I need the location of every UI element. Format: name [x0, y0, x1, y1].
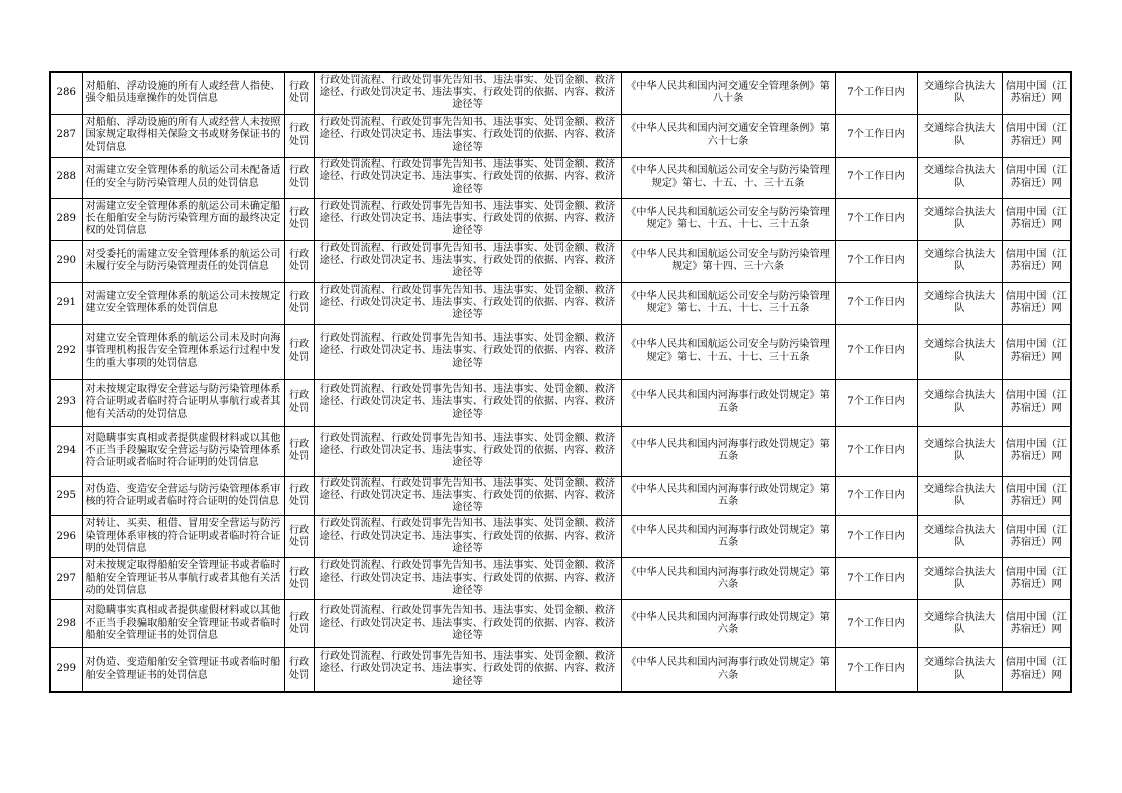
- disclosure-content: 行政处罚流程、行政处罚事先告知书、违法事实、处罚金额、救济途径、行政处罚决定书、违法事实、行政处罚的依据、内容、救济途径等: [314, 72, 621, 114]
- item-name: 对受委托的需建立安全管理体系的航运公司未履行安全与防污染管理责任的处罚信息: [82, 240, 284, 282]
- disclosure-channel: 信用中国（江苏宿迁）网: [1002, 114, 1071, 157]
- disclosure-channel: 信用中国（江苏宿迁）网: [1002, 600, 1071, 648]
- disclosure-content: 行政处罚流程、行政处罚事先告知书、违法事实、处罚金额、救济途径、行政处罚决定书、违法事实、行政处罚的依据、内容、救济途径等: [314, 282, 621, 324]
- row-number: 298: [50, 600, 82, 648]
- responsible-department: 交通综合执法大队: [917, 516, 1002, 558]
- disclosure-content: 行政处罚流程、行政处罚事先告知书、违法事实、处罚金额、救济途径、行政处罚决定书、违法事实、行政处罚的依据、内容、救济途径等: [314, 240, 621, 282]
- legal-basis: 《中华人民共和国内河海事行政处罚规定》第五条: [621, 379, 835, 426]
- legal-basis: 《中华人民共和国航运公司安全与防污染管理规定》第七、十五、十七、三十五条: [621, 324, 835, 379]
- row-number: 297: [50, 558, 82, 600]
- row-number: 291: [50, 282, 82, 324]
- disclosure-content: 行政处罚流程、行政处罚事先告知书、违法事实、处罚金额、救济途径、行政处罚决定书、违法事实、行政处罚的依据、内容、救济途径等: [314, 648, 621, 692]
- disclosure-content: 行政处罚流程、行政处罚事先告知书、违法事实、处罚金额、救济途径、行政处罚决定书、违法事实、行政处罚的依据、内容、救济途径等: [314, 558, 621, 600]
- penalty-type: 行政处罚: [284, 72, 314, 114]
- responsible-department: 交通综合执法大队: [917, 600, 1002, 648]
- penalty-type: 行政处罚: [284, 600, 314, 648]
- row-number: 286: [50, 72, 82, 114]
- row-number: 293: [50, 379, 82, 426]
- disclosure-time-limit: 7个工作日内: [835, 157, 917, 198]
- item-name: 对船舶、浮动设施的所有人或经营人未按照国家规定取得相关保险文书或财务保证书的处罚信息: [82, 114, 284, 157]
- responsible-department: 交通综合执法大队: [917, 198, 1002, 240]
- responsible-department: 交通综合执法大队: [917, 648, 1002, 692]
- legal-basis: 《中华人民共和国内河海事行政处罚规定》第六条: [621, 558, 835, 600]
- legal-basis: 《中华人民共和国内河海事行政处罚规定》第五条: [621, 426, 835, 476]
- disclosure-content: 行政处罚流程、行政处罚事先告知书、违法事实、处罚金额、救济途径、行政处罚决定书、违法事实、行政处罚的依据、内容、救济途径等: [314, 324, 621, 379]
- table-row: [50, 72, 1071, 114]
- row-number: 287: [50, 114, 82, 157]
- row-number: 289: [50, 198, 82, 240]
- penalty-type: 行政处罚: [284, 426, 314, 476]
- disclosure-channel: 信用中国（江苏宿迁）网: [1002, 516, 1071, 558]
- item-name: 对转让、买卖、租借、冒用安全营运与防污染管理体系审核的符合证明或者临时符合证明的处罚信息: [82, 516, 284, 558]
- table-row: [50, 379, 1071, 426]
- responsible-department: 交通综合执法大队: [917, 72, 1002, 114]
- disclosure-time-limit: 7个工作日内: [835, 198, 917, 240]
- item-name: 对船舶、浮动设施的所有人或经营人指使、强令船员违章操作的处罚信息: [82, 72, 284, 114]
- table-row: [50, 426, 1071, 476]
- disclosure-time-limit: 7个工作日内: [835, 282, 917, 324]
- item-name: 对需建立安全管理体系的航运公司未配备适任的安全与防污染管理人员的处罚信息: [82, 157, 284, 198]
- row-number: 296: [50, 516, 82, 558]
- disclosure-channel: 信用中国（江苏宿迁）网: [1002, 324, 1071, 379]
- penalty-type: 行政处罚: [284, 198, 314, 240]
- table-row: [50, 114, 1071, 157]
- table-body: [50, 72, 1071, 692]
- legal-basis: 《中华人民共和国航运公司安全与防污染管理规定》第七、十五、十七、三十五条: [621, 282, 835, 324]
- row-number: 290: [50, 240, 82, 282]
- disclosure-time-limit: 7个工作日内: [835, 600, 917, 648]
- item-name: 对需建立安全管理体系的航运公司未按规定建立安全管理体系的处罚信息: [82, 282, 284, 324]
- legal-basis: 《中华人民共和国航运公司安全与防污染管理规定》第七、十五、十、三十五条: [621, 157, 835, 198]
- responsible-department: 交通综合执法大队: [917, 379, 1002, 426]
- disclosure-channel: 信用中国（江苏宿迁）网: [1002, 240, 1071, 282]
- disclosure-channel: 信用中国（江苏宿迁）网: [1002, 157, 1071, 198]
- item-name: 对伪造、变造安全营运与防污染管理体系审核的符合证明或者临时符合证明的处罚信息: [82, 476, 284, 516]
- legal-basis: 《中华人民共和国内河海事行政处罚规定》第五条: [621, 476, 835, 516]
- disclosure-channel: 信用中国（江苏宿迁）网: [1002, 558, 1071, 600]
- item-name: 对伪造、变造船舶安全管理证书或者临时船舶安全管理证书的处罚信息: [82, 648, 284, 692]
- disclosure-channel: 信用中国（江苏宿迁）网: [1002, 379, 1071, 426]
- disclosure-content: 行政处罚流程、行政处罚事先告知书、违法事实、处罚金额、救济途径、行政处罚决定书、违法事实、行政处罚的依据、内容、救济途径等: [314, 379, 621, 426]
- disclosure-time-limit: 7个工作日内: [835, 558, 917, 600]
- responsible-department: 交通综合执法大队: [917, 240, 1002, 282]
- penalty-type: 行政处罚: [284, 558, 314, 600]
- table-row: [50, 648, 1071, 692]
- disclosure-channel: 信用中国（江苏宿迁）网: [1002, 282, 1071, 324]
- disclosure-content: 行政处罚流程、行政处罚事先告知书、违法事实、处罚金额、救济途径、行政处罚决定书、违法事实、行政处罚的依据、内容、救济途径等: [314, 157, 621, 198]
- table-row: [50, 198, 1071, 240]
- responsible-department: 交通综合执法大队: [917, 324, 1002, 379]
- penalty-type: 行政处罚: [284, 648, 314, 692]
- responsible-department: 交通综合执法大队: [917, 426, 1002, 476]
- penalty-type: 行政处罚: [284, 324, 314, 379]
- penalty-type: 行政处罚: [284, 157, 314, 198]
- responsible-department: 交通综合执法大队: [917, 476, 1002, 516]
- responsible-department: 交通综合执法大队: [917, 558, 1002, 600]
- disclosure-channel: 信用中国（江苏宿迁）网: [1002, 72, 1071, 114]
- disclosure-content: 行政处罚流程、行政处罚事先告知书、违法事实、处罚金额、救济途径、行政处罚决定书、违法事实、行政处罚的依据、内容、救济途径等: [314, 600, 621, 648]
- item-name: 对隐瞒事实真相或者提供虚假材料或以其他不正当手段骗取安全营运与防污染管理体系符合证明或者临时符合证明的处罚信息: [82, 426, 284, 476]
- disclosure-time-limit: 7个工作日内: [835, 114, 917, 157]
- table-row: [50, 476, 1071, 516]
- item-name: 对未按规定取得船舶安全管理证书或者临时船舶安全管理证书从事航行或者其他有关活动的处罚信息: [82, 558, 284, 600]
- disclosure-content: 行政处罚流程、行政处罚事先告知书、违法事实、处罚金额、救济途径、行政处罚决定书、违法事实、行政处罚的依据、内容、救济途径等: [314, 516, 621, 558]
- table-row: [50, 516, 1071, 558]
- legal-basis: 《中华人民共和国航运公司安全与防污染管理规定》第七、十五、十七、三十五条: [621, 198, 835, 240]
- penalty-type: 行政处罚: [284, 282, 314, 324]
- disclosure-time-limit: 7个工作日内: [835, 324, 917, 379]
- row-number: 299: [50, 648, 82, 692]
- item-name: 对未按规定取得安全营运与防污染管理体系符合证明或者临时符合证明从事航行或者其他有关活动的处罚信息: [82, 379, 284, 426]
- row-number: 292: [50, 324, 82, 379]
- table-row: [50, 324, 1071, 379]
- table-row: [50, 240, 1071, 282]
- row-number: 288: [50, 157, 82, 198]
- legal-basis: 《中华人民共和国内河交通安全管理条例》第八十条: [621, 72, 835, 114]
- responsible-department: 交通综合执法大队: [917, 114, 1002, 157]
- disclosure-channel: 信用中国（江苏宿迁）网: [1002, 426, 1071, 476]
- legal-basis: 《中华人民共和国内河海事行政处罚规定》第六条: [621, 648, 835, 692]
- disclosure-table: [49, 71, 1072, 693]
- disclosure-time-limit: 7个工作日内: [835, 379, 917, 426]
- disclosure-time-limit: 7个工作日内: [835, 240, 917, 282]
- table-row: [50, 600, 1071, 648]
- disclosure-time-limit: 7个工作日内: [835, 648, 917, 692]
- table-row: [50, 282, 1071, 324]
- disclosure-time-limit: 7个工作日内: [835, 516, 917, 558]
- disclosure-channel: 信用中国（江苏宿迁）网: [1002, 198, 1071, 240]
- penalty-type: 行政处罚: [284, 476, 314, 516]
- item-name: 对需建立安全管理体系的航运公司未确定船长在船舶安全与防污染管理方面的最终决定权的处罚信息: [82, 198, 284, 240]
- disclosure-content: 行政处罚流程、行政处罚事先告知书、违法事实、处罚金额、救济途径、行政处罚决定书、违法事实、行政处罚的依据、内容、救济途径等: [314, 114, 621, 157]
- disclosure-time-limit: 7个工作日内: [835, 476, 917, 516]
- row-number: 295: [50, 476, 82, 516]
- item-name: 对建立安全管理体系的航运公司未及时向海事管理机构报告安全管理体系运行过程中发生的重大事项的处罚信息: [82, 324, 284, 379]
- disclosure-content: 行政处罚流程、行政处罚事先告知书、违法事实、处罚金额、救济途径、行政处罚决定书、违法事实、行政处罚的依据、内容、救济途径等: [314, 476, 621, 516]
- legal-basis: 《中华人民共和国内河海事行政处罚规定》第五条: [621, 516, 835, 558]
- disclosure-time-limit: 7个工作日内: [835, 72, 917, 114]
- disclosure-time-limit: 7个工作日内: [835, 426, 917, 476]
- disclosure-channel: 信用中国（江苏宿迁）网: [1002, 648, 1071, 692]
- penalty-type: 行政处罚: [284, 240, 314, 282]
- responsible-department: 交通综合执法大队: [917, 282, 1002, 324]
- penalty-type: 行政处罚: [284, 114, 314, 157]
- disclosure-content: 行政处罚流程、行政处罚事先告知书、违法事实、处罚金额、救济途径、行政处罚决定书、违法事实、行政处罚的依据、内容、救济途径等: [314, 426, 621, 476]
- responsible-department: 交通综合执法大队: [917, 157, 1002, 198]
- disclosure-channel: 信用中国（江苏宿迁）网: [1002, 476, 1071, 516]
- table-row: [50, 157, 1071, 198]
- disclosure-content: 行政处罚流程、行政处罚事先告知书、违法事实、处罚金额、救济途径、行政处罚决定书、违法事实、行政处罚的依据、内容、救济途径等: [314, 198, 621, 240]
- item-name: 对隐瞒事实真相或者提供虚假材料或以其他不正当手段骗取船舶安全管理证书或者临时船舶安全管理证书的处罚信息: [82, 600, 284, 648]
- table-row: [50, 558, 1071, 600]
- penalty-type: 行政处罚: [284, 516, 314, 558]
- legal-basis: 《中华人民共和国内河海事行政处罚规定》第六条: [621, 600, 835, 648]
- penalty-type: 行政处罚: [284, 379, 314, 426]
- legal-basis: 《中华人民共和国航运公司安全与防污染管理规定》第十四、三十六条: [621, 240, 835, 282]
- legal-basis: 《中华人民共和国内河交通安全管理条例》第六十七条: [621, 114, 835, 157]
- row-number: 294: [50, 426, 82, 476]
